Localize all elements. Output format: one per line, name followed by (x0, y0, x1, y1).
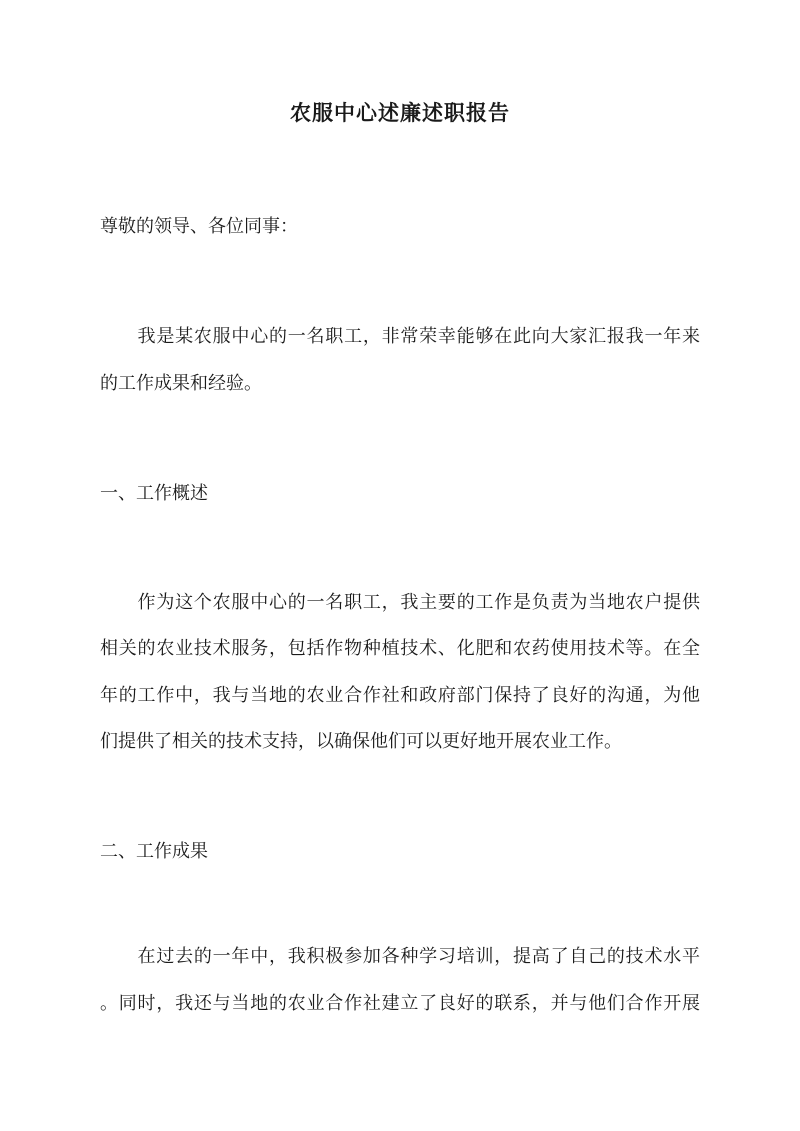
section-2-line-1: 在过去的一年中，我积极参加各种学习培训，提高了自己的技术水平 (100, 946, 700, 967)
intro-line-1: 我是某农服中心的一名职工，非常荣幸能够在此向大家汇报我一年来 (100, 326, 700, 347)
section-2-line-2: 。同时，我还与当地的农业合作社建立了良好的联系，并与他们合作开展 (100, 993, 700, 1014)
greeting: 尊敬的领导、各位同事： (100, 216, 298, 237)
intro-line-2: 的工作成果和经验。 (100, 373, 262, 394)
section-1-line-1: 作为这个农服中心的一名职工，我主要的工作是负责为当地农户提供 (100, 592, 700, 613)
section-1-line-4: 们提供了相关的技术支持，以确保他们可以更好地开展农业工作。 (100, 731, 622, 752)
document-title: 农服中心述廉述职报告 (290, 100, 510, 125)
section-1-heading: 一、工作概述 (100, 483, 208, 504)
section-2-heading: 二、工作成果 (100, 841, 208, 862)
section-1-line-2: 相关的农业技术服务，包括作物种植技术、化肥和农药使用技术等。在全 (100, 638, 700, 659)
section-1-line-3: 年的工作中，我与当地的农业合作社和政府部门保持了良好的沟通，为他 (100, 685, 700, 706)
